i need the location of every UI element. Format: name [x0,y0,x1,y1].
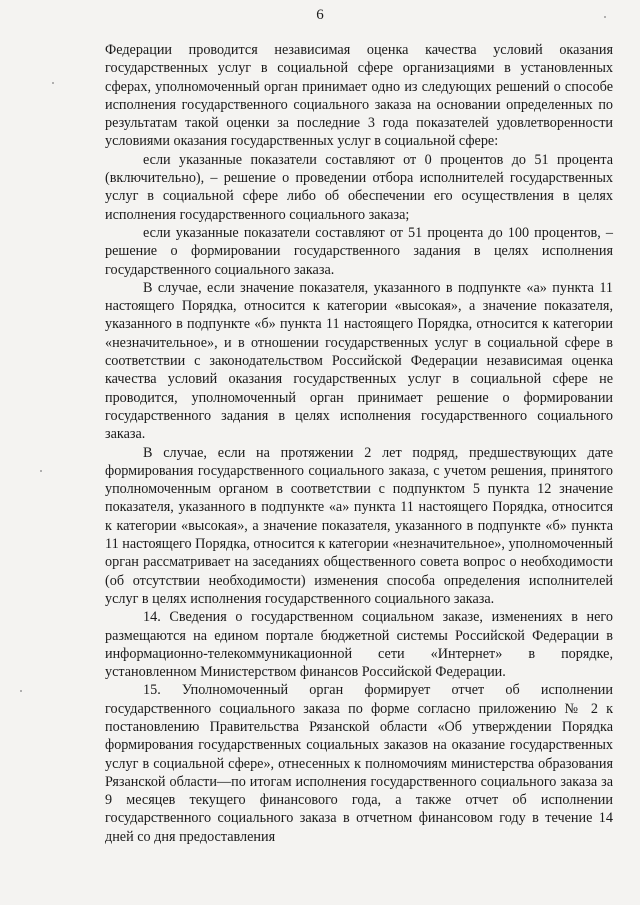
paragraph-high-category-case: В случае, если значение показателя, указанного в подпункте «а» пункта 11 настоящего Порядка, относится к категории «высокая», а значение показателя, указанного в подпункте «б» пункта 11 настоящего Порядка, относится к категории «незначительное», и в отношении государственных услуг в социальной сфере в соответствии с законодательством Российской Федерации независимая оценка качества условий оказания государственных услуг в социальной сфере не проводится, уполномоченный орган принимает решение о формировании государственного задания в целях исполнения государственного социального заказа. [105,279,613,443]
paragraph-item-14: 14. Сведения о государственном социальном заказе, изменениях в него размещаются на едином портале бюджетной системы Российской Федерации в информационно-телекоммуникационной сети «Интернет» в порядке, установленном Министерством финансов Российской Федерации. [105,609,613,681]
document-body [105,41,613,846]
paragraph-two-years-case: В случае, если на протяжении 2 лет подряд, предшествующих дате формирования государственного социального заказа, с учетом решения, принятого уполномоченным органом в соответствии с подпунктом 5 пункта 12 значение показателя, указанного в подпункте «а» пункта 11 настоящего Порядка, относится к категории «высокая», а значение показателя, указанного в подпункте «б» пункта 11 настоящего Порядка, относится к категории «незначительное», уполномоченный орган рассматривает на заседаниях общественного совета вопрос о необходимости (об отсутствии необходимости) изменения способа определения исполнителей услуг в целях исполнения государственного социального заказа. [105,444,613,607]
scan-speck [604,16,606,18]
scan-speck [20,690,22,692]
paragraph-option-0-51: если указанные показатели составляют от 0 процентов до 51 процента (включительно), – решение о проведении отбора исполнителей государственных услуг в социальной сфере либо об обеспечении его осуществления в целях исполнения государственного социального заказа; [105,151,613,223]
scan-speck [40,470,42,472]
page-number: 6 [316,7,324,23]
paragraph-continuation: Федерации проводится независимая оценка качества условий оказания государственных услуг в социальной сфере организациями в установленных сферах, уполномоченный орган принимает одно из следующих решений о способе исполнения государственного социального заказа на основании определенных по результатам такой оценки за последние 3 года показателей удовлетворенности условиями оказания государственных услуг в социальной сфере: [105,42,613,150]
paragraph-item-15: 15. Уполномоченный орган формирует отчет об исполнении государственного социального заказа по форме согласно приложению № 2 к постановлению Правительства Рязанской области «Об утверждении Порядка формирования государственных социальных заказов на оказание государственных услуг в социальной сфере», отнесенных к полномочиям министерства образования Рязанской области—по итогам исполнения государственного социального заказа за 9 месяцев текущего финансового года, а также отчет об исполнении государственного социального заказа в отчетном финансовом году в течение 14 дней со дня предоставления [105,682,613,845]
scan-speck [52,82,54,84]
paragraph-option-51-100: если указанные показатели составляют от 51 процента до 100 процентов, – решение о формировании государственного задания в целях исполнения государственного социального заказа. [105,224,613,278]
